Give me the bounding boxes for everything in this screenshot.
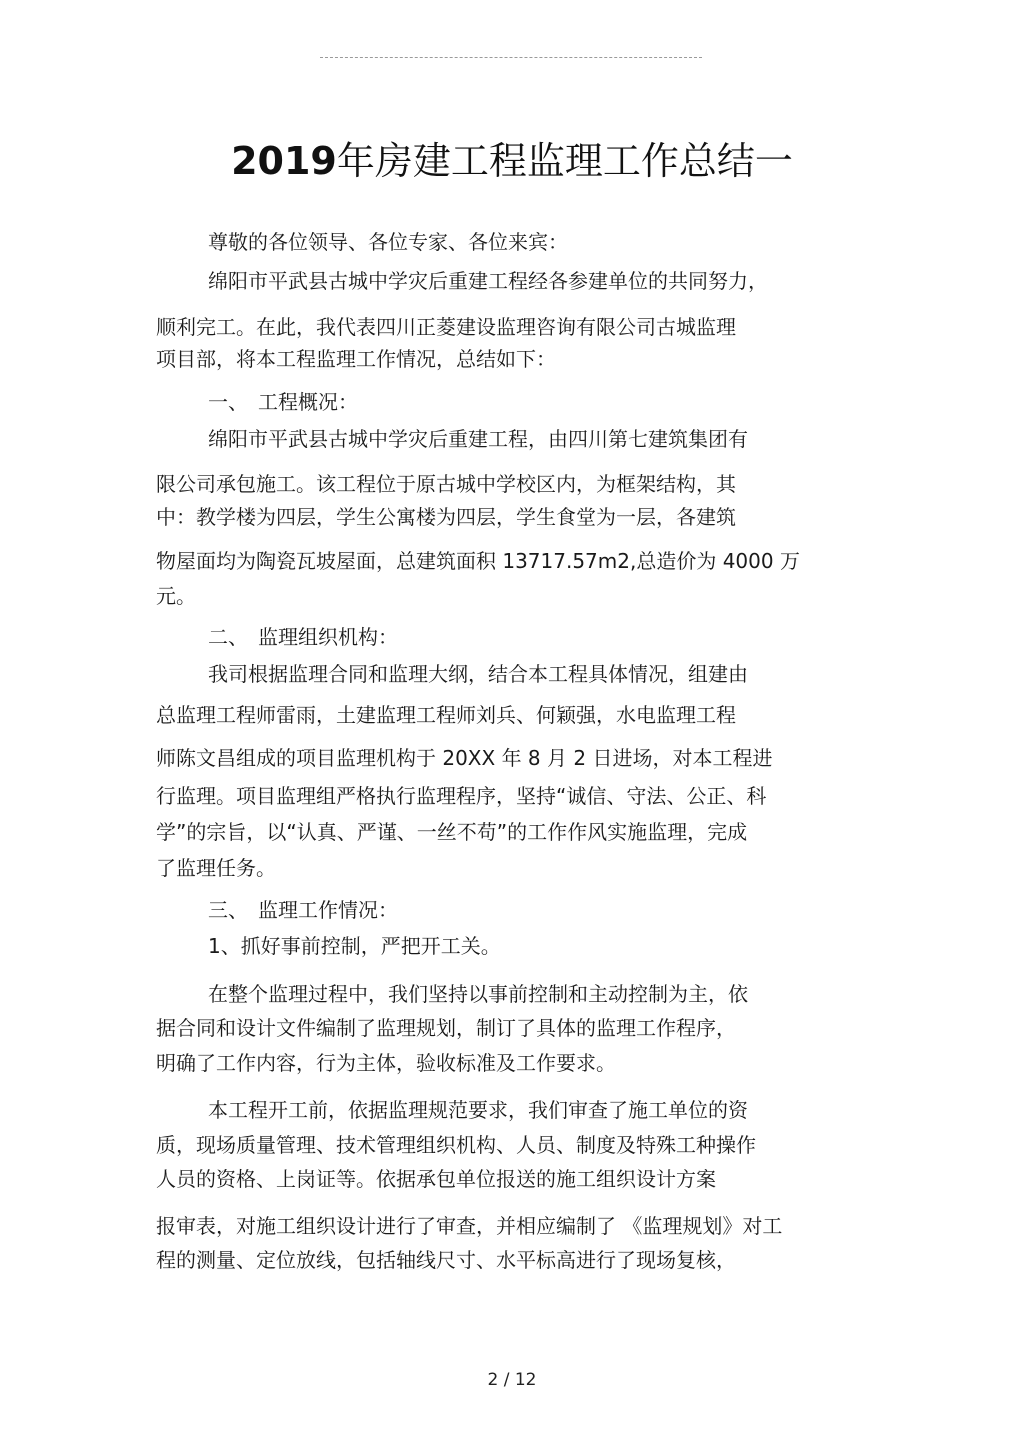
paragraph-line: 据合同和设计文件编制了监理规划，制订了具体的监理工作程序， <box>156 1016 736 1040</box>
paragraph-line: 限公司承包施工。该工程位于原古城中学校区内，为框架结构，其 <box>156 472 736 496</box>
paragraph-line: 本工程开工前，依据监理规范要求，我们审查了施工单位的资 <box>208 1098 748 1122</box>
paragraph-line: 元。 <box>156 584 196 608</box>
paragraph-line: 物屋面均为陶瓷瓦坡屋面，总建筑面积 13717.57m2,总造价为 4000 万 <box>156 549 800 573</box>
paragraph-line: 程的测量、定位放线，包括轴线尺寸、水平标高进行了现场复核， <box>156 1248 736 1272</box>
section-heading: 二、 监理组织机构： <box>208 625 398 649</box>
paragraph-line: 人员的资格、上岗证等。依据承包单位报送的施工组织设计方案 <box>156 1167 716 1191</box>
paragraph-line: 行监理。项目监理组严格执行监理程序，坚持“诚信、守法、公正、科 <box>156 784 767 808</box>
paragraph-line: 绵阳市平武县古城中学灾后重建工程，由四川第七建筑集团有 <box>208 427 748 451</box>
paragraph-line: 项目部，将本工程监理工作情况，总结如下： <box>156 347 556 371</box>
header-rule <box>320 57 702 58</box>
paragraph-line: 我司根据监理合同和监理大纲，结合本工程具体情况，组建由 <box>208 662 748 686</box>
paragraph-line: 报审表，对施工组织设计进行了审查，并相应编制了 《监理规划》对工 <box>156 1214 783 1238</box>
paragraph-line: 在整个监理过程中，我们坚持以事前控制和主动控制为主，依 <box>208 982 748 1006</box>
section-heading: 一、 工程概况： <box>208 390 358 414</box>
paragraph-line: 质，现场质量管理、技术管理组织机构、人员、制度及特殊工种操作 <box>156 1133 756 1157</box>
document-title <box>0 136 1024 186</box>
subsection-heading: 1、抓好事前控制，严把开工关。 <box>208 934 501 958</box>
paragraph-line: 明确了工作内容，行为主体，验收标准及工作要求。 <box>156 1051 616 1075</box>
paragraph-line: 顺利完工。在此，我代表四川正菱建设监理咨询有限公司古城监理 <box>156 315 736 339</box>
paragraph-line: 中：教学楼为四层，学生公寓楼为四层，学生食堂为一层，各建筑 <box>156 505 736 529</box>
paragraph-line: 学”的宗旨，以“认真、严谨、一丝不苟”的工作作风实施监理，完成 <box>156 820 748 844</box>
paragraph-line: 了监理任务。 <box>156 856 276 880</box>
page-number: 2 / 12 <box>487 1370 537 1390</box>
document-title-year: 2019 <box>231 139 337 183</box>
document-title-text: 年房建工程监理工作总结一 <box>336 139 793 183</box>
paragraph-line: 总监理工程师雷雨，土建监理工程师刘兵、何颖强，水电监理工程 <box>156 703 736 727</box>
paragraph-line: 绵阳市平武县古城中学灾后重建工程经各参建单位的共同努力， <box>208 269 768 293</box>
salutation: 尊敬的各位领导、各位专家、各位来宾： <box>208 230 568 254</box>
section-heading: 三、 监理工作情况： <box>208 898 398 922</box>
paragraph-line: 师陈文昌组成的项目监理机构于 20XX 年 8 月 2 日进场，对本工程进 <box>156 746 773 770</box>
